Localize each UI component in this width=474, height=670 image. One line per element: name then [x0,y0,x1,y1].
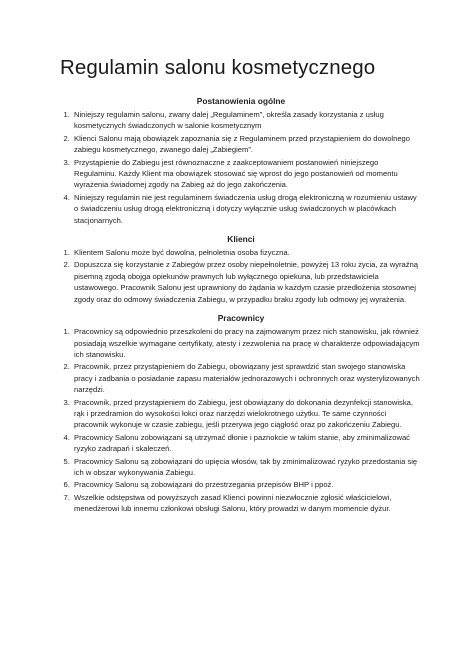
list-item: 4. Niniejszy regulamin nie jest regulaminem świadczenia usług drogą elektroniczną w rozumieniu ustawy o świadczeniu usług drogą elektroniczną i dotyczy wyłącznie usług świadczonych w placówkach stacjonarnych. [72,192,422,226]
section-employees [60,313,422,515]
list-item: 1. Klientem Salonu może być dowolna, pełnoletnia osoba fizyczna. [72,247,422,258]
section-heading: Pracownicy [217,313,265,324]
section-clients [60,234,422,305]
section-heading: Postanowienia ogólne [196,96,286,106]
list-item: 3. Przystąpienie do Zabiegu jest równoznaczne z zaakceptowaniem postanowień niniejszego Regulaminu. Każdy Klient ma obowiązek stosować się wprost do jego postanowień od momentu wyrażenia świadomej zgody na Zabieg aż do jego zakończenia. [72,157,422,191]
numbered-list [60,109,422,226]
section-heading: Klienci [227,234,255,245]
list-item: 2. Dopuszcza się korzystanie z Zabiegów przez osoby niepełnoletnie, powyżej 13 roku życia, za wyraźną pisemną zgodą obojga opiekunów prawnych lub wyłącznego opiekuna, lub przedstawiciela ustawowego. Pracownik Salonu jest uprawniony do żądania w każdym czasie przedłożenia stosownej zgody oraz do odmowy świadczenia Zabiegu, w przypadku braku zgody lub odmowy jej wyrażenia. [72,259,422,305]
list-item: 4. Pracownicy Salonu zobowiązani są utrzymać dłonie i paznokcie w takim stanie, aby zminimalizować ryzyko zadrapań i skaleczeń. [72,432,422,455]
list-item: 7. Wszelkie odstępstwa od powyższych zasad Klienci powinni niezwłocznie zgłosić właścicielowi, menedżerowi lub innemu członkowi obsługi Salonu, który prowadzi w danym momencie dyżur. [72,492,422,515]
list-item: 2. Pracownik, przez przystąpieniem do Zabiegu, obowiązany jest sprawdzić stan swojego stanowiska pracy i zadbania o posiadanie zapasu materiałów jednorazowych i ochronnych oraz wysterylizowanych narzędzi. [72,361,422,395]
section-general [60,96,422,226]
page-title: Regulamin salonu kosmetycznego [60,56,376,79]
numbered-list [60,247,422,305]
list-item: 5. Pracownicy Salonu są zobowiązani do upięcia włosów, tak by zminimalizować ryzyko przedostania się ich w obszar wykonywania Zabiegu. [72,456,422,479]
numbered-list [60,326,422,515]
list-item: 2. Klienci Salonu mają obowiązek zapoznania się z Regulaminem przed przystąpieniem do dowolnego zabiegu kosmetycznego, zwanego dalej „Zabiegiem”. [72,133,422,156]
list-item: 1. Pracownicy są odpowiednio przeszkoleni do pracy na zajmowanym przez nich stanowisku, jak również posiadają wszelkie wymagane certyfikaty, atesty i zezwolenia na pracę w charakterze odpowiadającym ich stanowisku. [72,326,422,360]
list-item: 3. Pracownik, przed przystąpieniem do Zabiegu, jest obowiązany do dokonania dezynfekcji stanowiska, rąk i przedramion do wysokości łokci oraz narzędzi wielokrotnego użytku. Te same czynności pracownik wykonuje w czasie zabiegu, jeśli przerywa jego ciągłość oraz po zakończeniu Zabiegu. [72,397,422,431]
list-item: 6. Pracownicy Salonu są zobowiązani do przestrzegania przepisów BHP i ppoż. [72,479,422,490]
list-item: 1. Niniejszy regulamin salonu, zwany dalej „Regulaminem”, określa zasady korzystania z usług kosmetycznych świadczonych w salonie kosmetycznym [72,109,422,132]
